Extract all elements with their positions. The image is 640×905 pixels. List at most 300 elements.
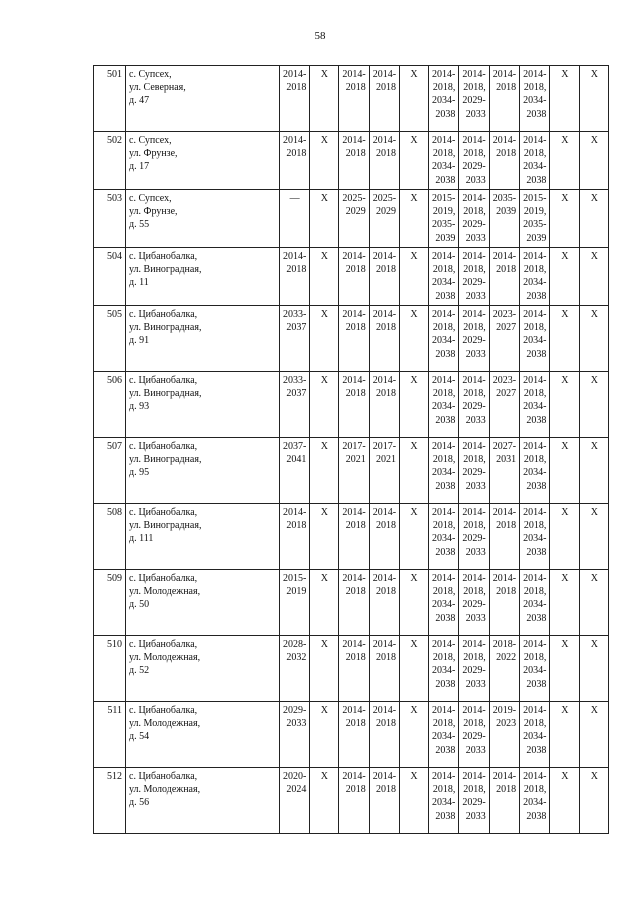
period-value: 2034-: [432, 335, 456, 347]
period-cell: [400, 372, 429, 438]
address-line: с. Цибанобалка,: [129, 573, 198, 584]
period-value: 2038: [435, 480, 456, 492]
period-cell: [459, 702, 489, 768]
period-value: 2018,: [523, 586, 547, 598]
period-value: X: [320, 573, 328, 584]
period-cell: [429, 504, 459, 570]
period-cell: [489, 66, 519, 132]
period-value: 2022: [496, 652, 517, 664]
period-value: 2029-: [462, 219, 486, 231]
period-value: 2018,: [463, 206, 486, 218]
period-cell: [280, 768, 310, 834]
period-value: 2029-: [462, 401, 486, 413]
period-cell: [550, 570, 580, 636]
address-cell: [126, 768, 280, 834]
period-value: 2019: [286, 586, 307, 598]
period-value: 2014-: [372, 771, 397, 782]
period-value: 2038: [435, 678, 456, 690]
period-value: 2018,: [432, 718, 456, 730]
period-cell: [550, 768, 580, 834]
period-value: 2029-: [462, 335, 486, 347]
address-line: с. Цибанобалка,: [129, 309, 198, 320]
period-value: 2018: [376, 652, 397, 664]
period-value: 2014-: [462, 705, 486, 716]
period-value: 2037-: [283, 441, 307, 452]
row-number: 504: [94, 248, 126, 306]
period-cell: [310, 66, 339, 132]
period-value: 2014-: [523, 69, 547, 80]
period-value: 2014-: [283, 135, 307, 146]
period-value: 2019-: [492, 705, 517, 716]
period-value: X: [590, 251, 599, 262]
period-value: 2018,: [463, 82, 486, 94]
period-value: X: [410, 639, 418, 650]
table-row: [94, 306, 609, 372]
period-value: 2014-: [462, 573, 486, 584]
period-value: 2033: [465, 108, 486, 120]
period-value: 2014-: [523, 573, 547, 584]
period-value: 2014-: [372, 573, 397, 584]
period-value: 2028-: [283, 639, 307, 650]
period-value: 2018: [376, 148, 397, 160]
period-value: X: [590, 375, 599, 386]
period-value: 2014-: [372, 639, 397, 650]
period-value: 2038: [526, 174, 547, 186]
address-line: с. Цибанобалка,: [129, 705, 198, 716]
period-value: 2033: [465, 810, 486, 822]
period-value: 2018: [496, 520, 517, 532]
period-value: 2018,: [463, 322, 486, 334]
period-value: 2018,: [432, 264, 456, 276]
period-value: X: [410, 507, 418, 518]
period-value: 2018: [345, 388, 366, 400]
period-value: X: [590, 193, 599, 204]
period-cell: [280, 132, 310, 190]
period-value: 2014-: [462, 639, 486, 650]
period-cell: [489, 438, 519, 504]
period-value: X: [410, 573, 418, 584]
period-value: 2018: [496, 784, 517, 796]
period-value: 2014-: [432, 639, 456, 650]
period-value: 2025-: [372, 193, 397, 204]
table-row: [94, 702, 609, 768]
period-value: 2034-: [432, 665, 456, 677]
period-value: 2014-: [372, 705, 397, 716]
period-cell: [550, 306, 580, 372]
period-value: 2015-: [283, 573, 307, 584]
period-cell: [369, 636, 399, 702]
period-cell: [339, 248, 369, 306]
period-cell: [310, 190, 339, 248]
period-value: 2018,: [432, 652, 456, 664]
period-value: 2039: [496, 206, 517, 218]
period-value: 2039: [526, 232, 547, 244]
address-cell: [126, 504, 280, 570]
period-value: 2018,: [432, 454, 456, 466]
period-value: X: [320, 375, 328, 386]
period-value: 2021: [345, 454, 366, 466]
address-line: с. Цибанобалка,: [129, 639, 198, 650]
period-value: 2038: [435, 612, 456, 624]
period-value: 2038: [526, 414, 547, 426]
address-cell: [126, 66, 280, 132]
period-value: 2014-: [283, 251, 307, 262]
period-value: 2018,: [523, 82, 547, 94]
period-value: 2018,: [432, 784, 456, 796]
period-value: 2037: [286, 322, 307, 334]
period-cell: [339, 636, 369, 702]
row-number: 506: [94, 372, 126, 438]
period-value: 2014-: [523, 639, 547, 650]
period-cell: [489, 504, 519, 570]
period-cell: [550, 438, 580, 504]
period-value: X: [410, 251, 418, 262]
period-cell: [520, 190, 550, 248]
period-value: 2038: [526, 546, 547, 558]
period-value: 2018: [286, 148, 307, 160]
row-number: 502: [94, 132, 126, 190]
address-line: д. 50: [129, 599, 150, 611]
period-value: 2031: [496, 454, 517, 466]
period-value: 2041: [286, 454, 307, 466]
period-cell: [400, 306, 429, 372]
address-line: ул. Виноградная,: [129, 388, 202, 400]
period-cell: [459, 636, 489, 702]
period-value: 2018: [496, 586, 517, 598]
period-value: 2034-: [432, 401, 456, 413]
period-value: 2034-: [523, 665, 547, 677]
period-value: 2034-: [523, 731, 547, 743]
address-line: д. 91: [129, 335, 150, 347]
period-value: 2034-: [432, 731, 456, 743]
address-cell: [126, 190, 280, 248]
period-value: 2014-: [342, 771, 366, 782]
period-value: 2014-: [342, 507, 366, 518]
period-value: 2029-: [462, 599, 486, 611]
period-value: 2038: [526, 744, 547, 756]
period-value: 2033: [465, 480, 486, 492]
period-value: 2038: [526, 612, 547, 624]
row-number: 508: [94, 504, 126, 570]
period-value: 2038: [435, 348, 456, 360]
period-cell: [580, 768, 609, 834]
period-value: X: [320, 441, 328, 452]
period-cell: [429, 306, 459, 372]
period-cell: [580, 306, 609, 372]
period-cell: [489, 306, 519, 372]
period-cell: [489, 190, 519, 248]
period-cell: [580, 248, 609, 306]
row-number: 505: [94, 306, 126, 372]
period-value: 2018,: [432, 388, 456, 400]
address-cell: [126, 570, 280, 636]
address-line: с. Цибанобалка,: [129, 375, 198, 386]
period-value: 2014-: [342, 309, 366, 320]
address-line: д. 11: [129, 277, 149, 289]
period-cell: [400, 570, 429, 636]
period-value: 2014-: [523, 441, 547, 452]
period-value: 2014-: [462, 193, 486, 204]
period-value: 2014-: [432, 507, 456, 518]
period-value: X: [320, 507, 328, 518]
address-line: ул. Молодежная,: [129, 784, 201, 796]
period-cell: [339, 504, 369, 570]
period-cell: [459, 132, 489, 190]
address-line: ул. Молодежная,: [129, 718, 201, 730]
period-value: X: [561, 771, 569, 782]
period-cell: [489, 132, 519, 190]
period-value: X: [590, 639, 599, 650]
period-value: 2018: [286, 82, 307, 94]
period-value: 2029-: [462, 467, 486, 479]
period-value: 2018: [345, 652, 366, 664]
period-cell: [310, 438, 339, 504]
period-value: 2014-: [523, 135, 547, 146]
period-cell: [459, 190, 489, 248]
address-cell: [126, 438, 280, 504]
period-value: X: [410, 309, 418, 320]
period-value: 2018: [376, 82, 397, 94]
period-value: X: [590, 69, 599, 80]
row-number: 501: [94, 66, 126, 132]
period-value: X: [410, 705, 418, 716]
period-value: X: [320, 251, 328, 262]
period-cell: [339, 306, 369, 372]
period-cell: [429, 570, 459, 636]
period-value: 2023-: [492, 309, 517, 320]
period-value: 2037: [286, 388, 307, 400]
schedule-table: [93, 65, 609, 834]
period-value: 2029: [376, 206, 397, 218]
period-value: 2033: [465, 290, 486, 302]
period-value: 2038: [435, 174, 456, 186]
period-value: X: [561, 507, 569, 518]
period-cell: [369, 372, 399, 438]
period-cell: [520, 768, 550, 834]
period-value: 2018: [345, 264, 366, 276]
period-cell: [280, 66, 310, 132]
period-value: 2014-: [432, 135, 456, 146]
period-value: 2014-: [523, 507, 547, 518]
table-row: [94, 372, 609, 438]
period-value: 2018-: [492, 639, 517, 650]
period-cell: [280, 190, 310, 248]
period-value: 2024: [286, 784, 307, 796]
table-row: [94, 132, 609, 190]
period-value: 2033: [465, 546, 486, 558]
period-value: 2038: [526, 290, 547, 302]
row-number: 511: [94, 702, 126, 768]
period-cell: [550, 132, 580, 190]
period-value: 2038: [526, 810, 547, 822]
period-value: 2029-: [462, 277, 486, 289]
table-row: [94, 438, 609, 504]
period-cell: [369, 248, 399, 306]
period-cell: [520, 570, 550, 636]
period-value: X: [410, 375, 418, 386]
period-value: 2029-: [283, 705, 307, 716]
address-cell: [126, 636, 280, 702]
period-value: 2014-: [432, 441, 456, 452]
period-cell: [459, 504, 489, 570]
period-value: 2018,: [463, 148, 486, 160]
period-value: X: [410, 135, 418, 146]
period-value: 2034-: [523, 277, 547, 289]
table-row: [94, 66, 609, 132]
period-value: 2018: [345, 82, 366, 94]
period-cell: [429, 372, 459, 438]
row-number: 503: [94, 190, 126, 248]
period-value: 2014-: [492, 771, 517, 782]
period-value: 2033: [465, 174, 486, 186]
period-value: 2027: [496, 322, 517, 334]
period-cell: [280, 248, 310, 306]
period-value: 2017-: [342, 441, 366, 452]
period-value: 2014-: [342, 135, 366, 146]
address-line: д. 52: [129, 665, 150, 677]
period-value: 2029-: [462, 665, 486, 677]
period-value: 2033: [465, 678, 486, 690]
period-value: 2034-: [523, 161, 547, 173]
period-value: 2018,: [432, 322, 456, 334]
row-number: 510: [94, 636, 126, 702]
period-cell: [429, 132, 459, 190]
period-value: 2038: [526, 678, 547, 690]
period-value: 2018,: [463, 264, 486, 276]
period-value: 2014-: [492, 135, 517, 146]
address-line: д. 56: [129, 797, 150, 809]
period-value: 2014-: [372, 251, 397, 262]
period-value: 2018,: [523, 388, 547, 400]
period-value: 2018: [376, 718, 397, 730]
period-cell: [280, 504, 310, 570]
period-value: 2038: [435, 744, 456, 756]
period-cell: [310, 132, 339, 190]
period-value: 2014-: [432, 375, 456, 386]
period-value: 2018,: [523, 520, 547, 532]
period-cell: [520, 504, 550, 570]
period-value: X: [590, 441, 599, 452]
period-value: 2029-: [462, 161, 486, 173]
period-cell: [339, 190, 369, 248]
period-cell: [580, 504, 609, 570]
period-value: 2019,: [432, 206, 456, 218]
period-value: 2034-: [432, 161, 456, 173]
period-cell: [550, 636, 580, 702]
period-cell: [489, 636, 519, 702]
period-cell: [310, 248, 339, 306]
period-cell: [400, 438, 429, 504]
period-cell: [489, 702, 519, 768]
period-cell: [550, 66, 580, 132]
table-row: [94, 768, 609, 834]
address-line: ул. Молодежная,: [129, 652, 201, 664]
period-value: 2014-: [372, 69, 397, 80]
period-value: 2034-: [432, 277, 456, 289]
period-value: 2014-: [342, 251, 366, 262]
period-value: 2018,: [523, 148, 547, 160]
period-value: X: [561, 639, 569, 650]
period-value: 2014-: [462, 69, 486, 80]
period-value: 2035-: [432, 219, 456, 231]
period-cell: [280, 438, 310, 504]
period-value: 2018: [376, 388, 397, 400]
period-cell: [429, 248, 459, 306]
period-value: 2014-: [283, 507, 307, 518]
period-value: X: [561, 193, 569, 204]
table-body: [94, 66, 609, 834]
table-row: [94, 570, 609, 636]
period-cell: [520, 372, 550, 438]
period-cell: [280, 372, 310, 438]
address-line: с. Супсех,: [129, 135, 172, 146]
period-value: 2027: [496, 388, 517, 400]
period-cell: [459, 372, 489, 438]
address-line: ул. Фрунзе,: [129, 148, 178, 160]
address-line: д. 111: [129, 533, 154, 545]
address-cell: [126, 132, 280, 190]
period-value: X: [561, 251, 569, 262]
period-value: 2033: [465, 744, 486, 756]
period-value: 2035-: [492, 193, 517, 204]
period-cell: [520, 66, 550, 132]
period-cell: [429, 438, 459, 504]
period-value: 2018: [286, 264, 307, 276]
period-cell: [369, 768, 399, 834]
period-cell: [550, 504, 580, 570]
period-value: 2018: [345, 784, 366, 796]
period-value: 2014-: [523, 375, 547, 386]
period-value: 2023-: [492, 375, 517, 386]
period-value: 2014-: [462, 375, 486, 386]
period-value: 2014-: [342, 639, 366, 650]
period-value: 2018: [345, 520, 366, 532]
period-value: 2014-: [372, 507, 397, 518]
period-value: 2038: [435, 810, 456, 822]
period-cell: [339, 132, 369, 190]
period-value: X: [561, 573, 569, 584]
period-cell: [339, 372, 369, 438]
row-number: 507: [94, 438, 126, 504]
address-line: с. Цибанобалка,: [129, 251, 198, 262]
period-value: X: [590, 573, 599, 584]
period-value: 2014-: [462, 309, 486, 320]
period-value: 2014-: [523, 251, 547, 262]
period-value: 2019,: [523, 206, 547, 218]
address-line: ул. Виноградная,: [129, 520, 202, 532]
period-cell: [520, 438, 550, 504]
period-value: 2018: [496, 264, 517, 276]
period-cell: [489, 570, 519, 636]
period-value: 2018,: [523, 718, 547, 730]
address-line: с. Цибанобалка,: [129, 441, 198, 452]
period-cell: [520, 248, 550, 306]
period-value: 2023: [496, 718, 517, 730]
address-line: с. Супсех,: [129, 69, 172, 80]
period-value: 2034-: [432, 533, 456, 545]
period-value: 2029-: [462, 731, 486, 743]
period-value: 2038: [526, 480, 547, 492]
period-cell: [520, 132, 550, 190]
address-line: ул. Северная,: [129, 82, 186, 94]
row-number: 509: [94, 570, 126, 636]
period-value: 2038: [435, 290, 456, 302]
period-value: 2014-: [432, 309, 456, 320]
period-cell: [310, 372, 339, 438]
period-cell: [339, 768, 369, 834]
address-line: д. 93: [129, 401, 150, 413]
period-value: 2014-: [492, 507, 517, 518]
